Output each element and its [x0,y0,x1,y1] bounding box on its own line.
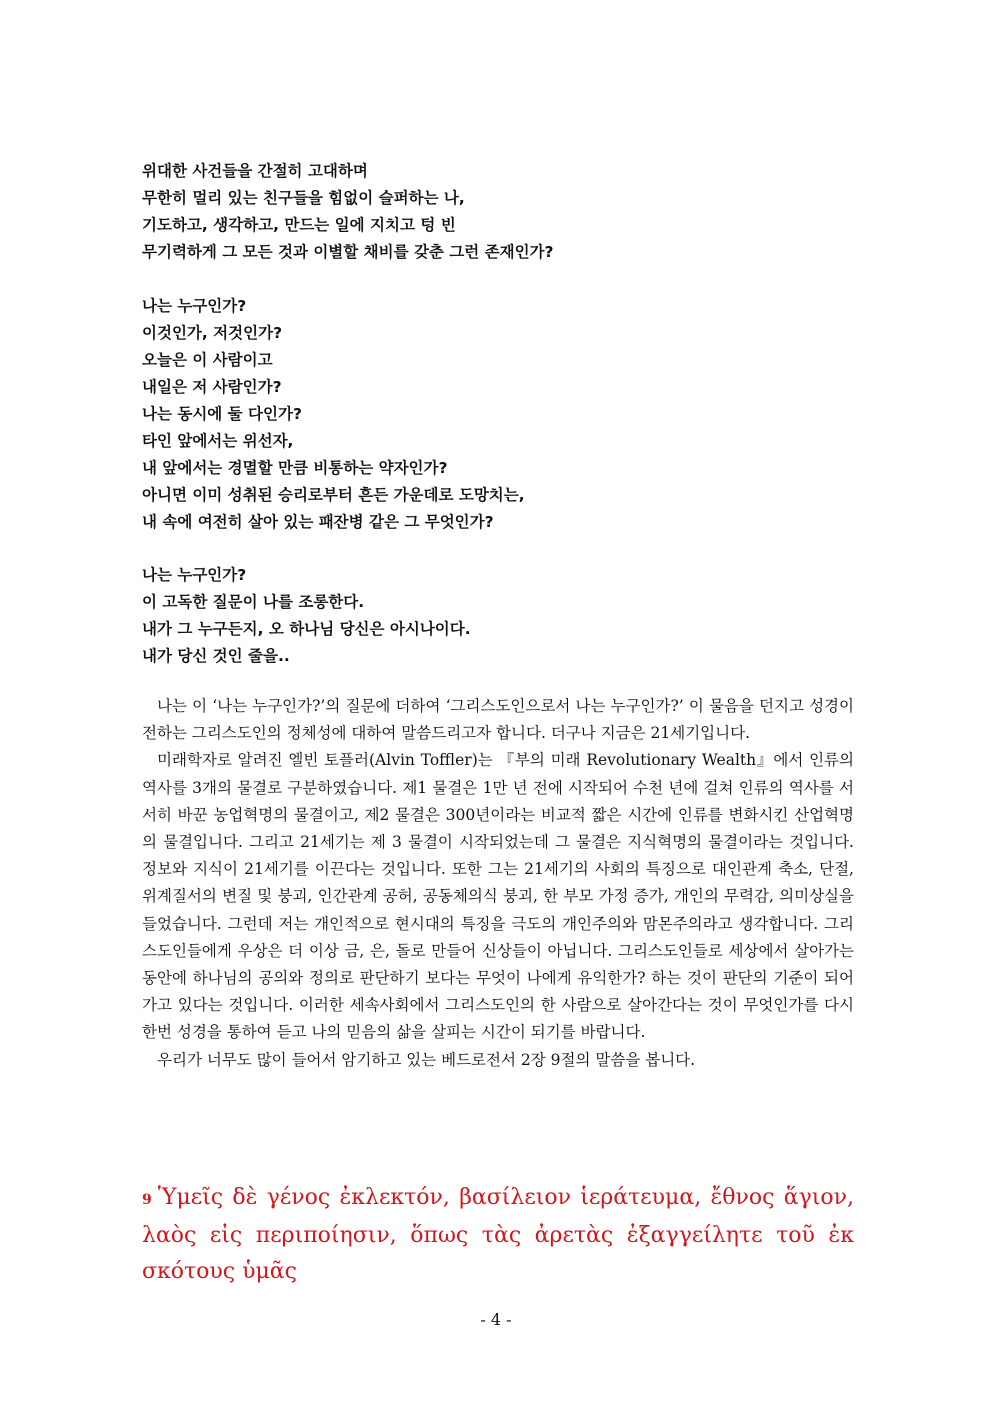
poem-line: 내가 당신 것인 줄을.. [142,647,290,665]
poem-stanza-1 [142,158,862,266]
poem-line: 내 앞에서는 경멸할 만큼 비통하는 약자인가? [142,459,448,477]
poem-line: 타인 앞에서는 위선자, [142,432,294,450]
poem-line: 나는 누구인가? [142,297,247,315]
greek-verse [142,1180,854,1290]
body-text [142,693,854,1074]
poem-line: 내 속에 여전히 살아 있는 패잔병 같은 그 무엇인가? [142,513,494,531]
paragraph: 미래학자로 알려진 엘빈 토플러(Alvin Toffler)는 『부의 미래 Revolutionary Wealth』에서 인류의 역사를 3개의 물결로 구분하였습니다. 제1 물결은 1만 년 전에 시작되어 수천 년에 걸쳐 인류의 역사를 서서히 바꾼 농업혁명의 물결이고, 제2 물결은 300년이라는 비교적 짧은 시간에 인류를 변화시킨 산업혁명의 물결입니다. 그리고 21세기는 제 3 물결이 시작되었는데 그 물결은 지식혁명의 물결이라는 것입니다. 정보와 지식이 21세기를 이끈다는 것입니다. 또한 그는 21세기의 사회의 특징으로 대인관계 축소, 단절, 위계질서의 변질 및 붕괴, 인간관계 공허, 공동체의식 붕괴, 한 부모 가정 증가, 개인의 무력감, 의미상실을 들었습니다. 그런데 저는 개인적으로 현시대의 특징을 극도의 개인주의와 맘몬주의라고 생각합니다. 그리스도인들에게 우상은 더 이상 금, 은, 돌로 만들어 신상들이 아닙니다. 그리스도인들로 세상에서 살아가는 동안에 하나님의 공의와 정의로 판단하기 보다는 무엇이 나에게 유익한가? 하는 것이 판단의 기준이 되어가고 있다는 것입니다. 이러한 세속사회에서 그리스도인의 한 사람으로 살아간다는 것이 무엇인가를 다시 한번 성경을 통하여 듣고 나의 믿음의 삶을 살피는 시간이 되기를 바랍니다. [142,751,854,1042]
page-number: - 4 - [480,1310,512,1329]
poem-line: 나는 동시에 둘 다인가? [142,405,302,423]
paragraph: 나는 이 ‘나는 누구인가?’의 질문에 더하여 ‘그리스도인으로서 나는 누구인가?’ 이 물음을 던지고 성경이 전하는 그리스도인의 정체성에 대하여 말씀드리고자 합니다. 더구나 지금은 21세기입니다. [142,697,854,743]
poem-line: 이것인가, 저것인가? [142,324,283,342]
poem-line: 위대한 사건들을 간절히 고대하며 [142,162,368,180]
poem-line: 무기력하게 그 모든 것과 이별할 채비를 갖춘 그런 존재인가? [142,243,554,261]
poem-line: 이 고독한 질문이 나를 조롱한다. [142,593,365,611]
poem-stanza-2 [142,293,862,536]
poem-line: 내가 그 누구든지, 오 하나님 당신은 아시나이다. [142,620,471,638]
verse-number: 9 [142,1192,152,1208]
poem-line: 아니면 이미 성취된 승리로부터 흔든 가운데로 도망치는, [142,486,525,504]
poem-stanza-3 [142,562,862,670]
paragraph: 우리가 너무도 많이 들어서 암기하고 있는 베드로전서 2장 9절의 말씀을 봅니다. [157,1050,696,1069]
poem-line: 기도하고, 생각하고, 만드는 일에 지치고 텅 빈 [142,216,456,234]
poem-line: 무한히 멀리 있는 친구들을 힘없이 슬퍼하는 나, [142,189,465,207]
poem-line: 오늘은 이 사람이고 [142,351,273,369]
greek-verse-text: Ὑμεῖς δὲ γένος ἐκλεκτόν, βασίλειον ἱεράτευμα, ἔθνος ἅγιον, λαὸς εἰς περιποίησιν, ὅπως τὰς ἀρετὰς ἐξαγγείλητε τοῦ ἐκ σκότους ὑμᾶς [142,1185,854,1284]
poem-line: 나는 누구인가? [142,566,247,584]
poem-line: 내일은 저 사람인가? [142,378,282,396]
